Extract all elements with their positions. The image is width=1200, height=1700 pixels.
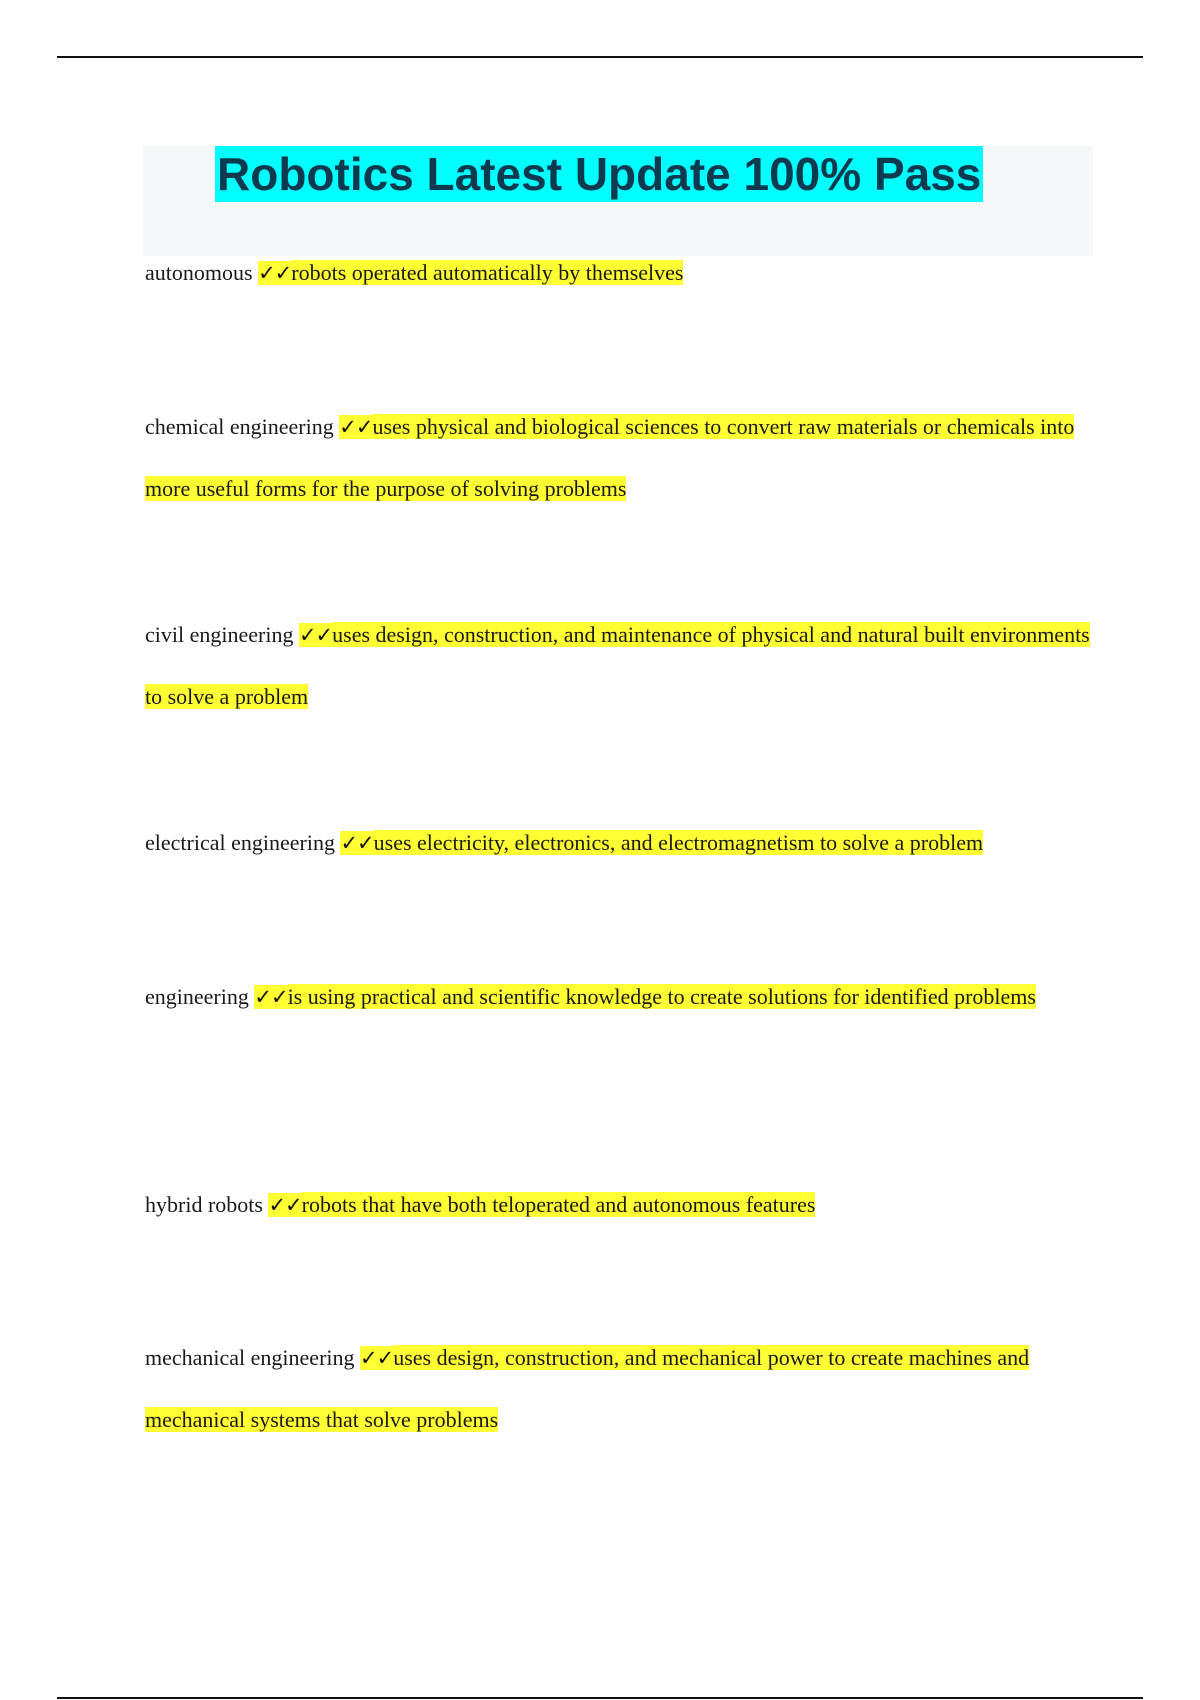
check-mark-icon: ✓✓ [298, 623, 333, 647]
entry-mechanical-engineering [145, 1327, 1090, 1450]
entry-definition: uses design, construction, and maintenance of physical and natural built environments to solve a problem [145, 622, 1090, 709]
entry-term: engineering [145, 984, 249, 1009]
entry-term: hybrid robots [145, 1192, 263, 1217]
entry-term: chemical engineering [145, 414, 334, 439]
entry-civil-engineering [145, 604, 1090, 727]
entry-chemical-engineering [145, 396, 1090, 519]
entry-definition: robots operated automatically by themselves [291, 260, 684, 285]
entry-hybrid-robots [145, 1174, 1090, 1236]
check-mark-icon: ✓✓ [258, 261, 292, 285]
entry-definition: robots that have both teloperated and autonomous features [301, 1192, 816, 1217]
entry-definition: uses physical and biological sciences to convert raw materials or chemicals into more useful forms for the purpose of solving problems [145, 414, 1075, 501]
check-mark-icon: ✓✓ [254, 985, 288, 1009]
entry-term: mechanical engineering [145, 1345, 355, 1370]
check-mark-icon: ✓✓ [360, 1346, 394, 1370]
entry-electrical-engineering [145, 812, 1090, 874]
check-mark-icon: ✓✓ [339, 415, 373, 439]
entry-term: autonomous [145, 260, 253, 285]
entry-definition: is using practical and scientific knowledge to create solutions for identified problems [287, 984, 1036, 1009]
entry-engineering [145, 966, 1090, 1028]
bottom-page-rule [57, 1697, 1143, 1699]
entry-autonomous [145, 242, 1090, 304]
entry-definition: uses electricity, electronics, and electromagnetism to solve a problem [373, 830, 984, 855]
document-title: Robotics Latest Update 100% Pass [217, 148, 982, 200]
top-page-rule [57, 56, 1143, 58]
entry-definition: uses design, construction, and mechanical power to create machines and mechanical systems that solve problems [145, 1345, 1030, 1432]
entry-term: civil engineering [145, 622, 294, 647]
entry-term: electrical engineering [145, 830, 335, 855]
check-mark-icon: ✓✓ [340, 831, 374, 855]
check-mark-icon: ✓✓ [268, 1193, 302, 1217]
